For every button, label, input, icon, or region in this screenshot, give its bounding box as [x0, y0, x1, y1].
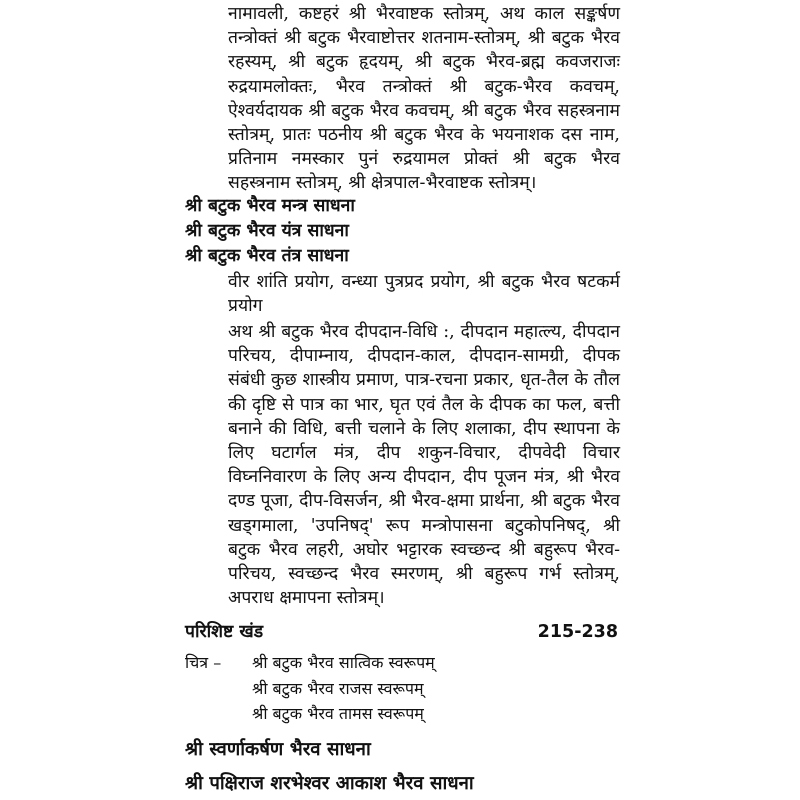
heading-swarnakarshan-bhairav: श्री स्वर्णाकर्षण भैरव साधना: [185, 739, 371, 760]
heading-tantra-sadhana: श्री बटुक भैरव तंत्र साधना: [185, 246, 349, 266]
continuation-paragraph: नामावली, कष्टहरं श्री भैरवाष्टक स्तोत्रम्, अथ काल सङ्कर्षण तन्त्रोक्तं श्री बटुक भैरवाष्टोत्तर शतनाम-स्तोत्रम्, श्री बटुक भैरव रहस्यम्, श्री बटुक हृदयम्, श्री बटुक भैरव-ब्रह्म कवजराजः रुद्रयामलोक्तः, भैरव तन्त्रोक्तं श्री बटुक-भैरव कवचम्, ऐश्वर्यदायक श्री बटुक भैरव कवचम्, श्री बटुक भैरव सहस्त्रनाम स्तोत्रम्, प्रातः पठनीय श्री बटुक भैरव के भयनाशक दस नाम, प्रतिनाम नमस्कार पुनं रुद्रयामल प्रोक्तं श्री बटुक भैरव सहस्त्रनाम स्तोत्रम्, श्री क्षेत्रपाल-भैरवाष्टक स्तोत्रम्।: [228, 4, 620, 194]
figure-item-tamas: श्री बटुक भैरव तामस स्वरूपम्: [252, 704, 424, 723]
heading-mantra-sadhana: श्री बटुक भैरव मन्त्र साधना: [185, 196, 355, 216]
appendix-title: परिशिष्ट खंड: [185, 622, 264, 642]
figure-item-sattvik: श्री बटुक भैरव सात्विक स्वरूपम्: [252, 653, 435, 672]
tantra-items-paragraph-2: अथ श्री बटुक भैरव दीपदान-विधि :, दीपदान महात्ल्य, दीपदान परिचय, दीपाम्नाय, दीपदान-काल, दीपदान-सामग्री, दीपक संबंधी कुछ शास्त्रीय प्रमाण, पात्र-रचना प्रकार, धृत-तैल के तौल की दृष्टि से पात्र का भार, घृत एवं तैल के दीपक का फल, बत्ती बनाने की विधि, बत्ती चलाने के लिए शलाका, दीप स्थापना के लिए घटार्गल मंत्र, दीप शकुन-विचार, दीपवेदी विचार विघ्ननिवारण के लिए अन्य दीपदान, दीप पूजन मंत्र, श्री भैरव दण्ड पूजा, दीप-विसर्जन, श्री भैरव-क्षमा प्रार्थना, श्री बटुक भैरव खड्गमाला, 'उपनिषद्' रूप मन्त्रोपासना बटुकोपनिषद्, श्री बटुक भैरव लहरी, अघोर भट्टारक स्वच्छन्द श्री बहुरूप भैरव-परिचय, स्वच्छन्द भैरव स्मरणम्, श्री बहुरूप गर्भ स्तोत्रम्, अपराध क्षमापना स्तोत्रम्।: [228, 322, 620, 609]
appendix-page-range: 215-238: [537, 622, 618, 642]
figures-label: चित्र –: [185, 653, 222, 672]
figure-item-rajas: श्री बटुक भैरव राजस स्वरूपम्: [252, 679, 424, 698]
heading-yantra-sadhana: श्री बटुक भैरव यंत्र साधना: [185, 221, 349, 241]
tantra-items-paragraph-1: वीर शांति प्रयोग, वन्ध्या पुत्रप्रद प्रयोग, श्री बटुक भैरव षटकर्म प्रयोग: [228, 272, 620, 317]
heading-pakshiraj-sharabheshwar: श्री पक्षिराज शरभेश्वर आकाश भैरव साधना: [185, 773, 474, 794]
